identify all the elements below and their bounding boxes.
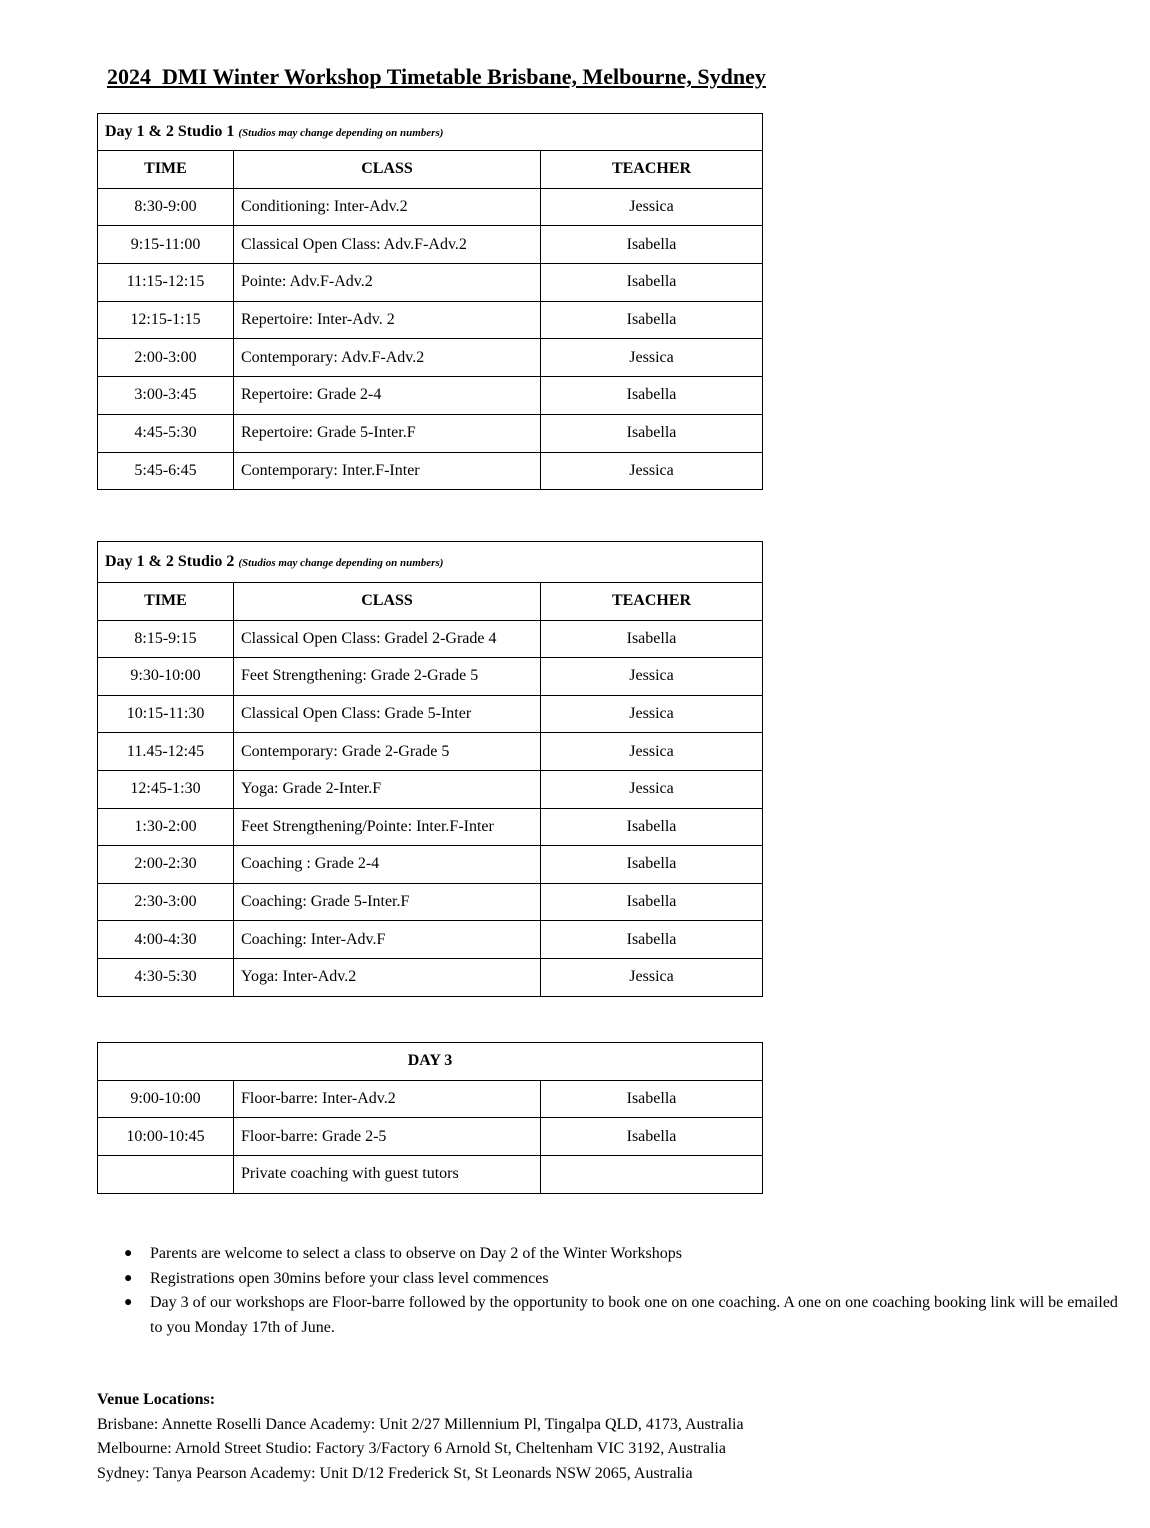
table-row (98, 770, 763, 808)
time-cell: 8:30-9:00 (98, 188, 234, 226)
day3-body (98, 1043, 763, 1194)
table-row (98, 846, 763, 884)
studio1-heading-text: Day 1 & 2 Studio 1 (105, 123, 235, 140)
class-cell: Feet Strengthening/Pointe: Inter.F-Inter (234, 808, 541, 846)
studio2-heading-note: (Studios may change depending on numbers) (238, 557, 444, 569)
time-cell: 11.45-12:45 (98, 733, 234, 771)
teacher-cell: Isabella (541, 1118, 763, 1156)
table-row (98, 658, 763, 696)
class-cell: Feet Strengthening: Grade 2-Grade 5 (234, 658, 541, 696)
teacher-cell: Isabella (541, 921, 763, 959)
table-row (98, 958, 763, 996)
list-item (124, 1267, 1124, 1292)
class-cell: Repertoire: Grade 5-Inter.F (234, 414, 541, 452)
teacher-cell: Isabella (541, 808, 763, 846)
teacher-cell: Jessica (541, 339, 763, 377)
time-cell: 9:15-11:00 (98, 226, 234, 264)
venue-line: Sydney: Tanya Pearson Academy: Unit D/12 Frederick St, St Leonards NSW 2065, Australia (97, 1464, 693, 1482)
table-row (98, 733, 763, 771)
page-title: 2024 DMI Winter Workshop Timetable Brisbane, Melbourne, Sydney (107, 64, 766, 89)
teacher-cell (541, 1156, 763, 1194)
studio2-timetable (97, 541, 763, 997)
time-cell: 10:00-10:45 (98, 1118, 234, 1156)
day3-timetable (97, 1042, 763, 1194)
table-row (98, 883, 763, 921)
class-cell: Yoga: Inter-Adv.2 (234, 958, 541, 996)
studio1-heading (98, 114, 763, 151)
column-header-time: TIME (98, 151, 234, 189)
venue-line: Melbourne: Arnold Street Studio: Factory 3/Factory 6 Arnold St, Cheltenham VIC 3192, Australia (97, 1440, 726, 1457)
class-cell: Contemporary: Inter.F-Inter (234, 452, 541, 490)
studio2-heading-row (98, 542, 763, 583)
note-text: Parents are welcome to select a class to observe on Day 2 of the Winter Workshops (150, 1245, 682, 1262)
studio2-column-headers (98, 583, 763, 621)
venue-heading: Venue Locations: (97, 1391, 216, 1408)
teacher-cell: Isabella (541, 620, 763, 658)
class-cell: Conditioning: Inter-Adv.2 (234, 188, 541, 226)
table-row (98, 226, 763, 264)
time-cell: 4:45-5:30 (98, 414, 234, 452)
teacher-cell: Isabella (541, 264, 763, 302)
time-cell: 2:00-3:00 (98, 339, 234, 377)
class-cell: Yoga: Grade 2-Inter.F (234, 770, 541, 808)
class-cell: Floor-barre: Grade 2-5 (234, 1118, 541, 1156)
time-cell: 3:00-3:45 (98, 377, 234, 415)
teacher-cell: Jessica (541, 452, 763, 490)
class-cell: Coaching : Grade 2-4 (234, 846, 541, 884)
day3-heading-row (98, 1043, 763, 1081)
studio1-heading-note: (Studios may change depending on numbers) (238, 127, 444, 139)
table-row (98, 808, 763, 846)
venue-line: Brisbane: Annette Roselli Dance Academy: Unit 2/27 Millennium Pl, Tingalpa QLD, 4173, Australia (97, 1415, 744, 1433)
teacher-cell: Jessica (541, 770, 763, 808)
bullet-icon: ● (124, 1246, 133, 1261)
table-row (98, 339, 763, 377)
column-header-time: TIME (98, 583, 234, 621)
studio1-heading-row (98, 114, 763, 151)
class-cell: Coaching: Inter-Adv.F (234, 921, 541, 959)
class-cell: Contemporary: Grade 2-Grade 5 (234, 733, 541, 771)
note-text: Day 3 of our workshops are Floor-barre followed by the opportunity to book one on one coaching. A one on one coaching booking link will be emailed to you Monday 17th of June. (150, 1294, 1118, 1336)
teacher-cell: Jessica (541, 733, 763, 771)
day3-heading: DAY 3 (98, 1043, 763, 1081)
teacher-cell: Isabella (541, 226, 763, 264)
class-cell: Repertoire: Grade 2-4 (234, 377, 541, 415)
time-cell: 1:30-2:00 (98, 808, 234, 846)
class-cell: Repertoire: Inter-Adv. 2 (234, 301, 541, 339)
venue-locations (97, 1388, 744, 1486)
time-cell: 12:15-1:15 (98, 301, 234, 339)
teacher-cell: Isabella (541, 414, 763, 452)
time-cell: 9:30-10:00 (98, 658, 234, 696)
column-header-teacher: TEACHER (541, 583, 763, 621)
time-cell: 9:00-10:00 (98, 1080, 234, 1118)
time-cell: 12:45-1:30 (98, 770, 234, 808)
studio2-heading-text: Day 1 & 2 Studio 2 (105, 553, 235, 570)
table-row (98, 1118, 763, 1156)
class-cell: Coaching: Grade 5-Inter.F (234, 883, 541, 921)
teacher-cell: Isabella (541, 883, 763, 921)
time-cell: 8:15-9:15 (98, 620, 234, 658)
column-header-class: CLASS (234, 151, 541, 189)
time-cell: 4:00-4:30 (98, 921, 234, 959)
class-cell: Contemporary: Adv.F-Adv.2 (234, 339, 541, 377)
table-row (98, 921, 763, 959)
table-row (98, 414, 763, 452)
class-cell: Classical Open Class: Grade 5-Inter (234, 695, 541, 733)
table-row (98, 695, 763, 733)
table-row (98, 1156, 763, 1194)
teacher-cell: Isabella (541, 377, 763, 415)
class-cell: Classical Open Class: Gradel 2-Grade 4 (234, 620, 541, 658)
teacher-cell: Isabella (541, 1080, 763, 1118)
teacher-cell: Jessica (541, 695, 763, 733)
column-header-teacher: TEACHER (541, 151, 763, 189)
teacher-cell: Isabella (541, 846, 763, 884)
time-cell: 4:30-5:30 (98, 958, 234, 996)
time-cell: 5:45-6:45 (98, 452, 234, 490)
time-cell (98, 1156, 234, 1194)
class-cell: Pointe: Adv.F-Adv.2 (234, 264, 541, 302)
note-text: Registrations open 30mins before your class level commences (150, 1269, 549, 1287)
table-row (98, 1080, 763, 1118)
teacher-cell: Jessica (541, 658, 763, 696)
studio1-body (98, 114, 763, 490)
bullet-icon: ● (124, 1270, 133, 1286)
class-cell: Classical Open Class: Adv.F-Adv.2 (234, 226, 541, 264)
time-cell: 2:30-3:00 (98, 883, 234, 921)
notes-list (124, 1242, 1124, 1340)
class-cell: Floor-barre: Inter-Adv.2 (234, 1080, 541, 1118)
table-row (98, 377, 763, 415)
studio1-timetable (97, 113, 763, 490)
time-cell: 11:15-12:15 (98, 264, 234, 302)
bullet-icon: ● (124, 1295, 133, 1310)
teacher-cell: Isabella (541, 301, 763, 339)
table-row (98, 264, 763, 302)
list-item (124, 1242, 1124, 1267)
list-item (124, 1291, 1124, 1340)
time-cell: 10:15-11:30 (98, 695, 234, 733)
class-cell: Private coaching with guest tutors (234, 1156, 541, 1194)
studio2-heading (98, 542, 763, 583)
table-row (98, 188, 763, 226)
table-row (98, 452, 763, 490)
column-header-class: CLASS (234, 583, 541, 621)
time-cell: 2:00-2:30 (98, 846, 234, 884)
teacher-cell: Jessica (541, 958, 763, 996)
studio1-column-headers (98, 151, 763, 189)
table-row (98, 620, 763, 658)
studio2-body (98, 542, 763, 997)
teacher-cell: Jessica (541, 188, 763, 226)
table-row (98, 301, 763, 339)
